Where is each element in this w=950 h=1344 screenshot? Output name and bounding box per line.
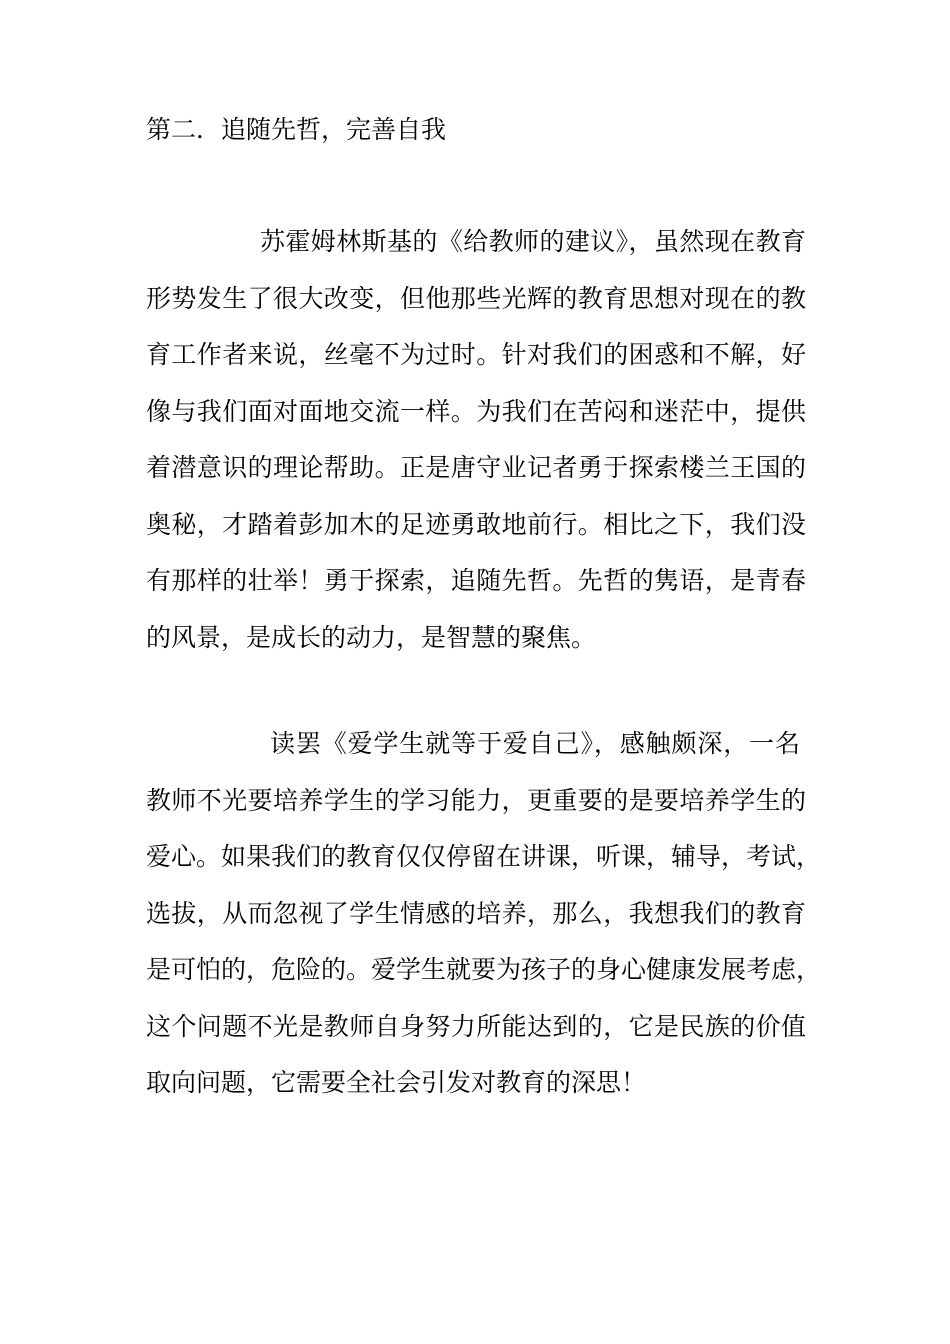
paragraph-line: 这个问题不光是教师自身努力所能达到的，它是民族的价值 (146, 1011, 806, 1041)
paragraph-line: 的风景，是成长的动力，是智慧的聚焦。 (146, 622, 597, 652)
paragraph-line: 着潜意识的理论帮助。正是唐守业记者勇于探索楼兰王国的 (146, 453, 806, 482)
paragraph-line: 取向问题，它需要全社会引发对教育的深思！ (146, 1068, 647, 1097)
paragraph-line: 形势发生了很大改变，但他那些光辉的教育思想对现在的教 (146, 283, 806, 313)
paragraph-line: 是可怕的，危险的。爱学生就要为孩子的身心健康发展考虑， (146, 955, 822, 984)
paragraph-line: 像与我们面对面地交流一样。为我们在苦闷和迷茫中，提供 (146, 396, 806, 426)
paragraph-line: 读罢《爱学生就等于爱自己》，感触颇深，一名 (270, 729, 800, 758)
paragraph-line: 有那样的壮举！勇于探索，追随先哲。先哲的隽语，是青春 (146, 566, 806, 595)
paragraph-line: 育工作者来说，丝毫不为过时。针对我们的困惑和不解，好 (146, 340, 806, 369)
paragraph-line: 选拔，从而忽视了学生情感的培养，那么，我想我们的教育 (146, 898, 806, 928)
paragraph-2 (146, 716, 822, 1112)
paragraph-line: 苏霍姆林斯基的《给教师的建议》，虽然现在教育 (260, 227, 806, 256)
section-heading: 第二．追随先哲，完善自我 (146, 115, 447, 144)
paragraph-line: 爱心。如果我们的教育仅仅停留在讲课，听课，辅导，考试， (146, 842, 822, 871)
paragraph-1 (146, 214, 806, 666)
paragraph-line: 教师不光要培养学生的学习能力，更重要的是要培养学生的 (146, 785, 806, 815)
paragraph-line: 奥秘，才踏着彭加木的足迹勇敢地前行。相比之下，我们没 (146, 509, 806, 539)
